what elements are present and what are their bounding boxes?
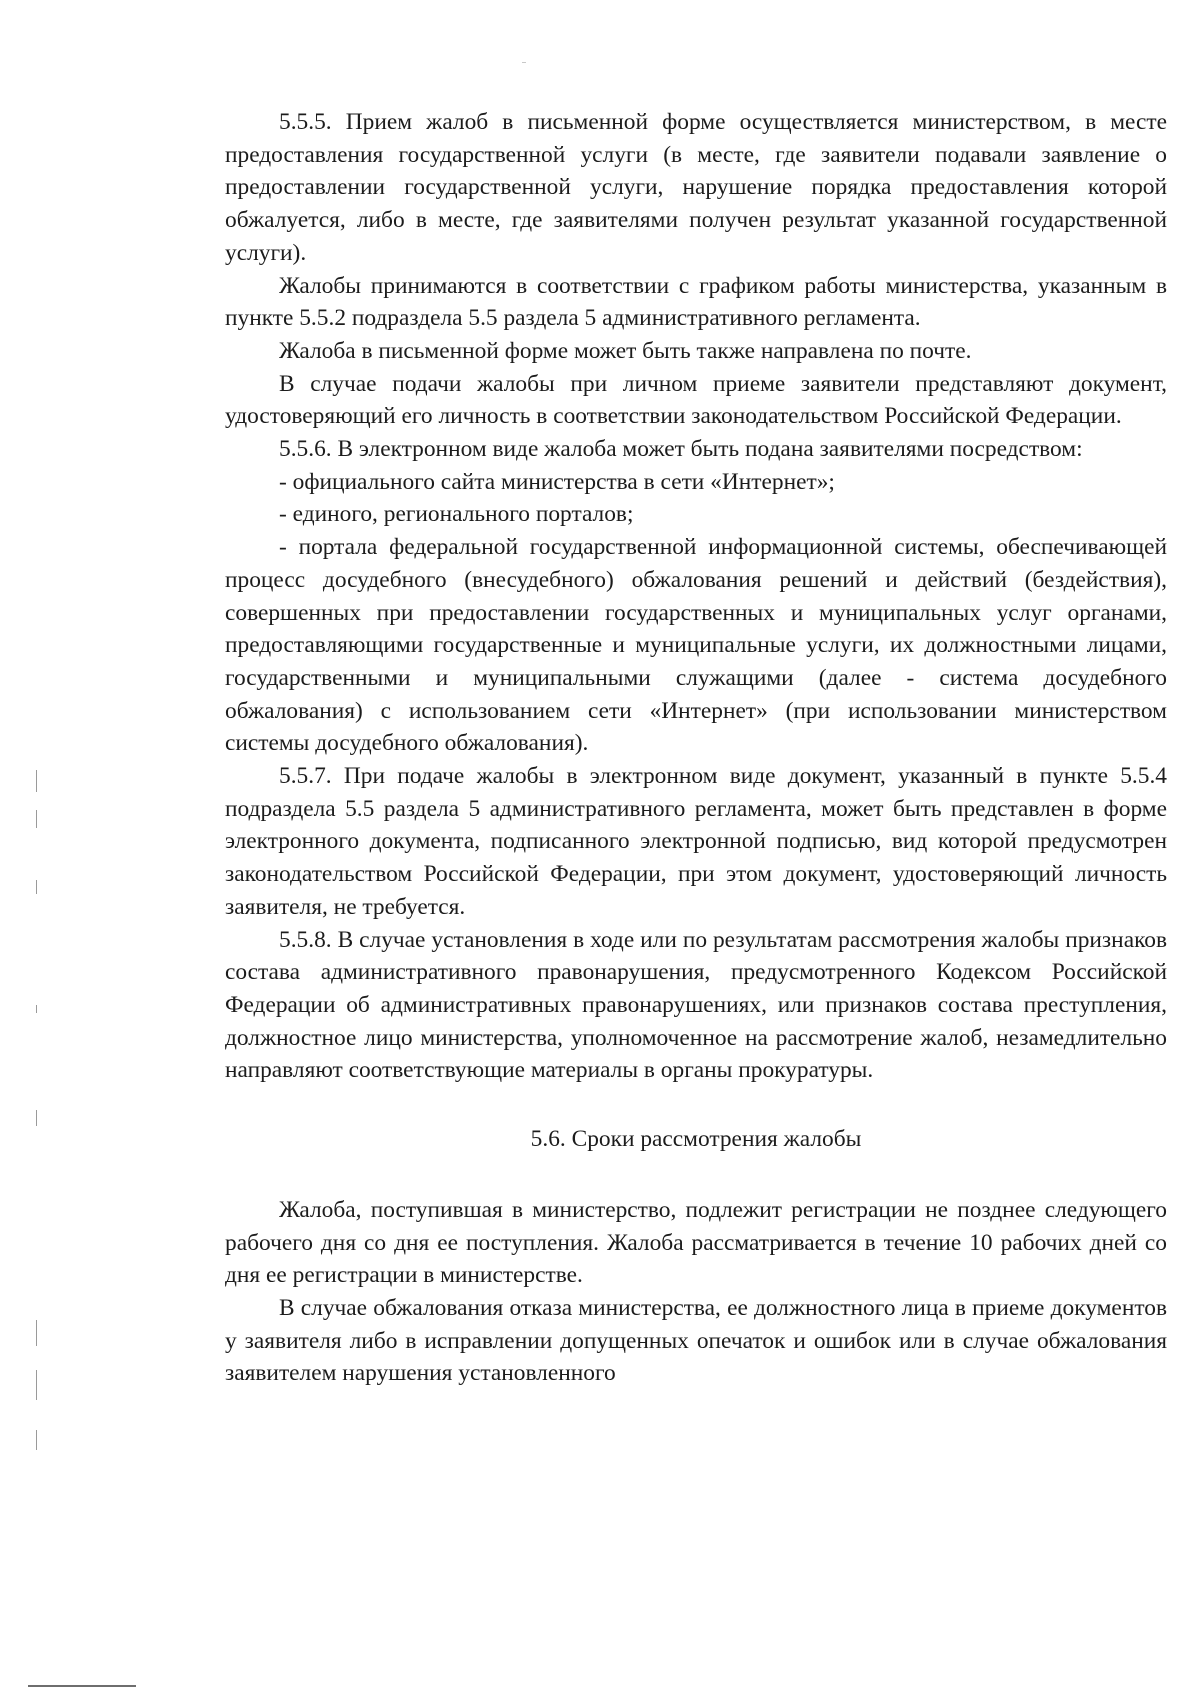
paragraph-registration: Жалоба, поступившая в министерство, подлежит регистрации не позднее следующего рабочего дня со дня ее поступления. Жалоба рассматривается в течение 10 рабочих дней со дня ее регистрации в министерстве. bbox=[225, 1196, 1167, 1289]
scan-artifact-margin bbox=[36, 1320, 37, 1346]
scan-artifact-margin bbox=[36, 1005, 37, 1013]
paragraph-refusal-appeal: В случае обжалования отказа министерства, ее должностного лица в приеме документов у заявителя либо в исправлении допущенных опечаток и ошибок или в случае обжалования заявителем нарушения установленного bbox=[225, 1294, 1167, 1387]
paragraph-5-5-7: 5.5.7. При подаче жалобы в электронном виде документ, указанный в пункте 5.5.4 подраздела 5.5 раздела 5 административного регламента, может быть представлен в форме электронного документа, подписанного электронной подписью, вид которой предусмотрен законодательством Российской Федерации, при этом документ, удостоверяющий личность заявителя, не требуется. bbox=[225, 763, 1167, 920]
list-item-official-site: - официального сайта министерства в сети «Интернет»; bbox=[279, 468, 835, 495]
scan-artifact-margin bbox=[36, 1370, 37, 1400]
scan-artifact-margin bbox=[36, 810, 37, 828]
list-item-federal-portal: - портала федеральной государственной информационной системы, обеспечивающей процесс досудебного (внесудебного) обжалования решений и действий (бездействия), совершенных при предоставлении государственных и муниципальных услуг органами, предоставляющими государственные и муниципальные услуги, их должностными лицами, государственными и муниципальными служащими (далее - система досудебного обжалования) с использованием сети «Интернет» (при использовании министерством системы досудебного обжалования). bbox=[225, 534, 1167, 757]
scan-artifact-top bbox=[522, 62, 526, 63]
document-body bbox=[225, 106, 1167, 1390]
scan-artifact-margin bbox=[36, 1430, 37, 1450]
section-heading-5-6: 5.6. Сроки рассмотрения жалобы bbox=[530, 1126, 862, 1153]
paragraph-personal-reception: В случае подачи жалобы при личном приеме заявители представляют документ, удостоверяющий его личность в соответствии законодательством Российской Федерации. bbox=[225, 370, 1167, 430]
scan-artifact-margin bbox=[36, 770, 37, 792]
paragraph-mail: Жалоба в письменной форме может быть также направлена по почте. bbox=[279, 337, 972, 364]
paragraph-5-5-8: 5.5.8. В случае установления в ходе или по результатам рассмотрения жалобы признаков состава административного правонарушения, предусмотренного Кодексом Российской Федерации об административных правонарушениях, или признаков состава преступления, должностное лицо министерства, уполномоченное на рассмотрение жалоб, незамедлительно направляют соответствующие материалы в органы прокуратуры. bbox=[225, 926, 1167, 1084]
scan-artifact-margin bbox=[36, 1110, 37, 1126]
paragraph-5-5-6: 5.5.6. В электронном виде жалоба может быть подана заявителями посредством: bbox=[279, 436, 1083, 463]
paragraph-schedule: Жалобы принимаются в соответствии с графиком работы министерства, указанным в пункте 5.5.2 подраздела 5.5 раздела 5 административного регламента. bbox=[225, 272, 1167, 332]
scan-artifact-bottom-line bbox=[28, 1685, 136, 1687]
scan-artifact-margin bbox=[36, 880, 37, 894]
paragraph-5-5-5: 5.5.5. Прием жалоб в письменной форме осуществляется министерством, в месте предоставления государственной услуги (в месте, где заявители подавали заявление о предоставлении государственной услуги, нарушение порядка предоставления которой обжалуется, либо в месте, где заявителями получен результат указанной государственной услуги). bbox=[225, 109, 1167, 266]
list-item-portals: - единого, регионального порталов; bbox=[279, 501, 634, 528]
